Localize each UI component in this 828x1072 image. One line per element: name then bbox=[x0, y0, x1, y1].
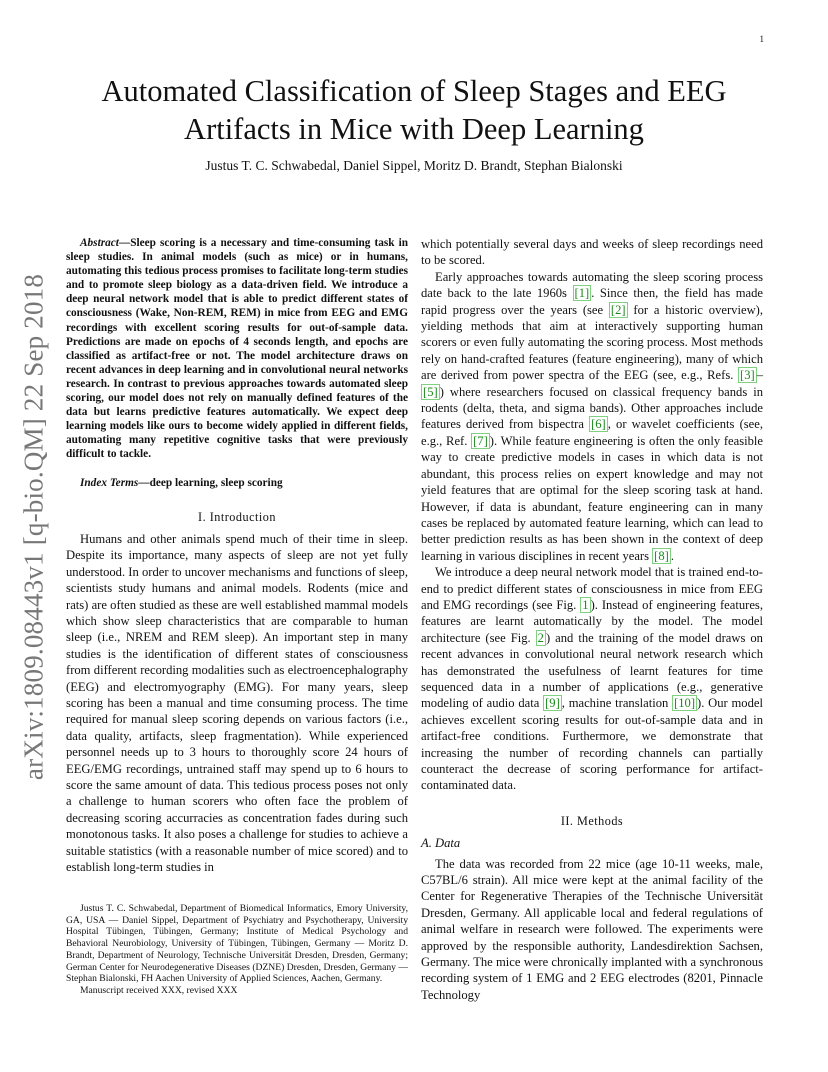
text-run: for a historic overview), yielding methods that aim at interactively supporting human scorers or even fully automating the scoring process. Most methods rely on hand-crafted features (feature engineering), many of which are derived from power spectra of the EEG (see, e.g., Refs. bbox=[421, 302, 764, 383]
arxiv-id: arXiv:1809.08443v1 [q-bio.QM] 22 Sep 2018 bbox=[18, 273, 49, 781]
abstract-text: —Sleep scoring is a necessary and time-consuming task in sleep studies. In animal models (such as mice) or in humans, automating this tedious process promises to facilitate long-term studies and to promote sleep biology as a data-driven field. We introduce a deep neural network model that is able to predict different states of consciousness (Wake, Non-REM, REM) in mice from EEG and EMG recordings with excellent scoring results for out-of-sample data. Predictions are made on epochs of 4 seconds length, and epochs are classified as artifact-free or not. The model architecture draws on recent advances in deep learning and in convolutional neural networks research. In contrast to previous approaches towards automated sleep scoring, our model does not rely on manually defined features of the data but learns predictive features automatically. We expect deep learning models like ours to become widely applied in different fields, automating many repetitive cognitive tasks that were previously difficult to tackle. bbox=[66, 237, 408, 461]
text-run: , or wavelet coefficients (see, e.g., Ref. bbox=[421, 417, 763, 448]
section-heading-methods: II. Methods bbox=[560, 813, 624, 828]
arxiv-sidebar-stamp bbox=[16, 262, 52, 792]
footnote-manuscript: Manuscript received XXX, revised XXX bbox=[80, 984, 238, 996]
subsection-heading-data: A. Data bbox=[421, 836, 461, 851]
figure-link[interactable]: 2 bbox=[537, 630, 544, 645]
text-run: We introduce a deep neural network model that is trained end-to-end to predict different states of consciousness in mice from EEG and EMG recordings (see Fig. bbox=[421, 565, 763, 612]
citation-link[interactable]: [1] bbox=[574, 286, 590, 301]
intro-continued-paragraph: which potentially several days and weeks of sleep recordings need to be scored. bbox=[421, 237, 763, 268]
citation-link[interactable]: [7] bbox=[473, 433, 488, 448]
citation-link[interactable]: [10] bbox=[674, 696, 696, 711]
text-run: . Since then, the field has made rapid progress over the years (see bbox=[421, 286, 763, 317]
footnote bbox=[66, 903, 408, 997]
text-run: ) where researchers focused on classical frequency bands in rodents (delta, theta, and sigma bands). Other approaches include features derived from bispectra bbox=[421, 384, 763, 432]
right-column bbox=[421, 236, 763, 1003]
citation-link[interactable]: [9] bbox=[545, 696, 560, 711]
left-column bbox=[66, 236, 408, 875]
text-run: ) and the training of the model draws on recent advances in convolutional neural network research which has demonstrated the usefulness of learnt features for time sequenced data in a number of applications (e.g., generative modeling of audio data bbox=[421, 630, 763, 711]
text-run: ). Our model achieves excellent scoring results for out-of-sample data and in artifact-free conditions. Furthermore, we demonstrate that increasing the number of recording channels can partially counteract the decrease of scoring performance for artifact-contaminated data. bbox=[421, 696, 763, 793]
contribution-paragraph bbox=[421, 564, 763, 794]
figure-link[interactable]: 1 bbox=[582, 597, 589, 612]
citation-link[interactable]: [3] bbox=[740, 368, 755, 383]
index-terms-label: Index Terms bbox=[80, 476, 139, 489]
text-run: . bbox=[670, 548, 675, 563]
data-paragraph: The data was recorded from 22 mice (age 10-11 weeks, male, C57BL/6 strain). All mice were kept at the animal facility of the Center for Regenerative Therapies of the Technische Universität Dresden, Germany. All applicable local and federal regulations of animal welfare in research were followed. The experiments were approved by the responsible authority, Landesdirektion Sachsen, Germany. The mice were chronically implanted with a synchronous recording system of 1 EMG and 2 EEG electrodes (8201, Pinnacle Technology bbox=[421, 856, 763, 1002]
text-run: Early approaches towards automating the sleep scoring process date back to the late 1960s bbox=[421, 269, 763, 301]
abstract-label: Abstract bbox=[80, 237, 119, 249]
citation-link[interactable]: [5] bbox=[423, 384, 438, 399]
footnote-affiliations: Justus T. C. Schwabedal, Department of Biomedical Informatics, Emory University, GA, USA — Daniel Sippel, Department of Psychiatry and Psychotherapy, University Hospital Tübingen, Tübingen, Germany; Institute of Medical Psychology and Behavioral Neurobiology, University of Tübingen, Tübingen, Germany — Moritz D. Brandt, Department of Neurology, Technische Universität Dresden, Dresden, Germany; German Center for Neurodegenerative Diseases (DZNE) Dresden, Dresden, Germany — Stephan Bialonski, FH Aachen University of Applied Sciences, Aachen, Germany. bbox=[66, 903, 408, 985]
abstract bbox=[66, 236, 408, 462]
text-run: – bbox=[756, 368, 763, 383]
paper-title: Automated Classification of Sleep Stages and EEG Artifacts in Mice with Deep Learning bbox=[101, 74, 727, 146]
text-run: ). While feature engineering is often the only feasible way to create predictive models in cases in which data is not abundant, this process relies on expert knowledge and may not yield features that are optimal for the sleep scoring task at hand. However, if data is abundant, feature engineering can in many cases be replaced by automated feature learning, which can lead to better prediction results as has been shown in the context of deep learning in various disciplines in recent years bbox=[421, 433, 763, 563]
citation-link[interactable]: [8] bbox=[654, 548, 669, 563]
citation-link[interactable]: [6] bbox=[591, 417, 606, 432]
text-run: ). Instead of engineering features, features are learnt automatically by the model. The model architecture (see Fig. bbox=[421, 597, 763, 645]
intro-paragraph: Humans and other animals spend much of their time in sleep. Despite its importance, many aspects of sleep are not yet fully understood. In order to uncover mechanisms and functions of sleep, scientists study humans and animal models. Rodents (mice and rats) are often studied as these are well established mammal models which show sleep characteristics that are comparable to human sleep (i.e., NREM and REM sleep). An important step in many studies is the identification of different states of consciousness from different recording modalities such as electroencephalography (EEG) and electromyography (EMG). For many years, sleep scoring has been a manual and time consuming process. The time required for manual sleep scoring depends on various factors (i.e., data quality, artifacts, sleep fragmentation). While experienced personnel needs up to 3 hours to thoroughly score 24 hours of EEG/EMG recordings, untrained staff may spend up to 6 hours to score the same amount of data. This tedious process poses not only a challenge to human scorers who often face the problem of decreasing scoring accurracies as concentration fades during such monotonous tasks. It also poses a challenge for studies to achieve a suitable statistics (with a reasonable number of mice scored) and to establish long-term studies in bbox=[66, 531, 408, 875]
section-heading-introduction: I. Introduction bbox=[198, 509, 276, 524]
text-run: , machine translation bbox=[561, 696, 673, 711]
early-approaches-paragraph bbox=[421, 269, 763, 564]
citation-link[interactable]: [2] bbox=[610, 302, 626, 317]
page-number: 1 bbox=[759, 34, 764, 44]
index-terms bbox=[66, 476, 408, 490]
author-list: Justus T. C. Schwabedal, Daniel Sippel, Moritz D. Brandt, Stephan Bialonski bbox=[205, 158, 623, 173]
index-terms-text: —deep learning, sleep scoring bbox=[138, 476, 283, 489]
